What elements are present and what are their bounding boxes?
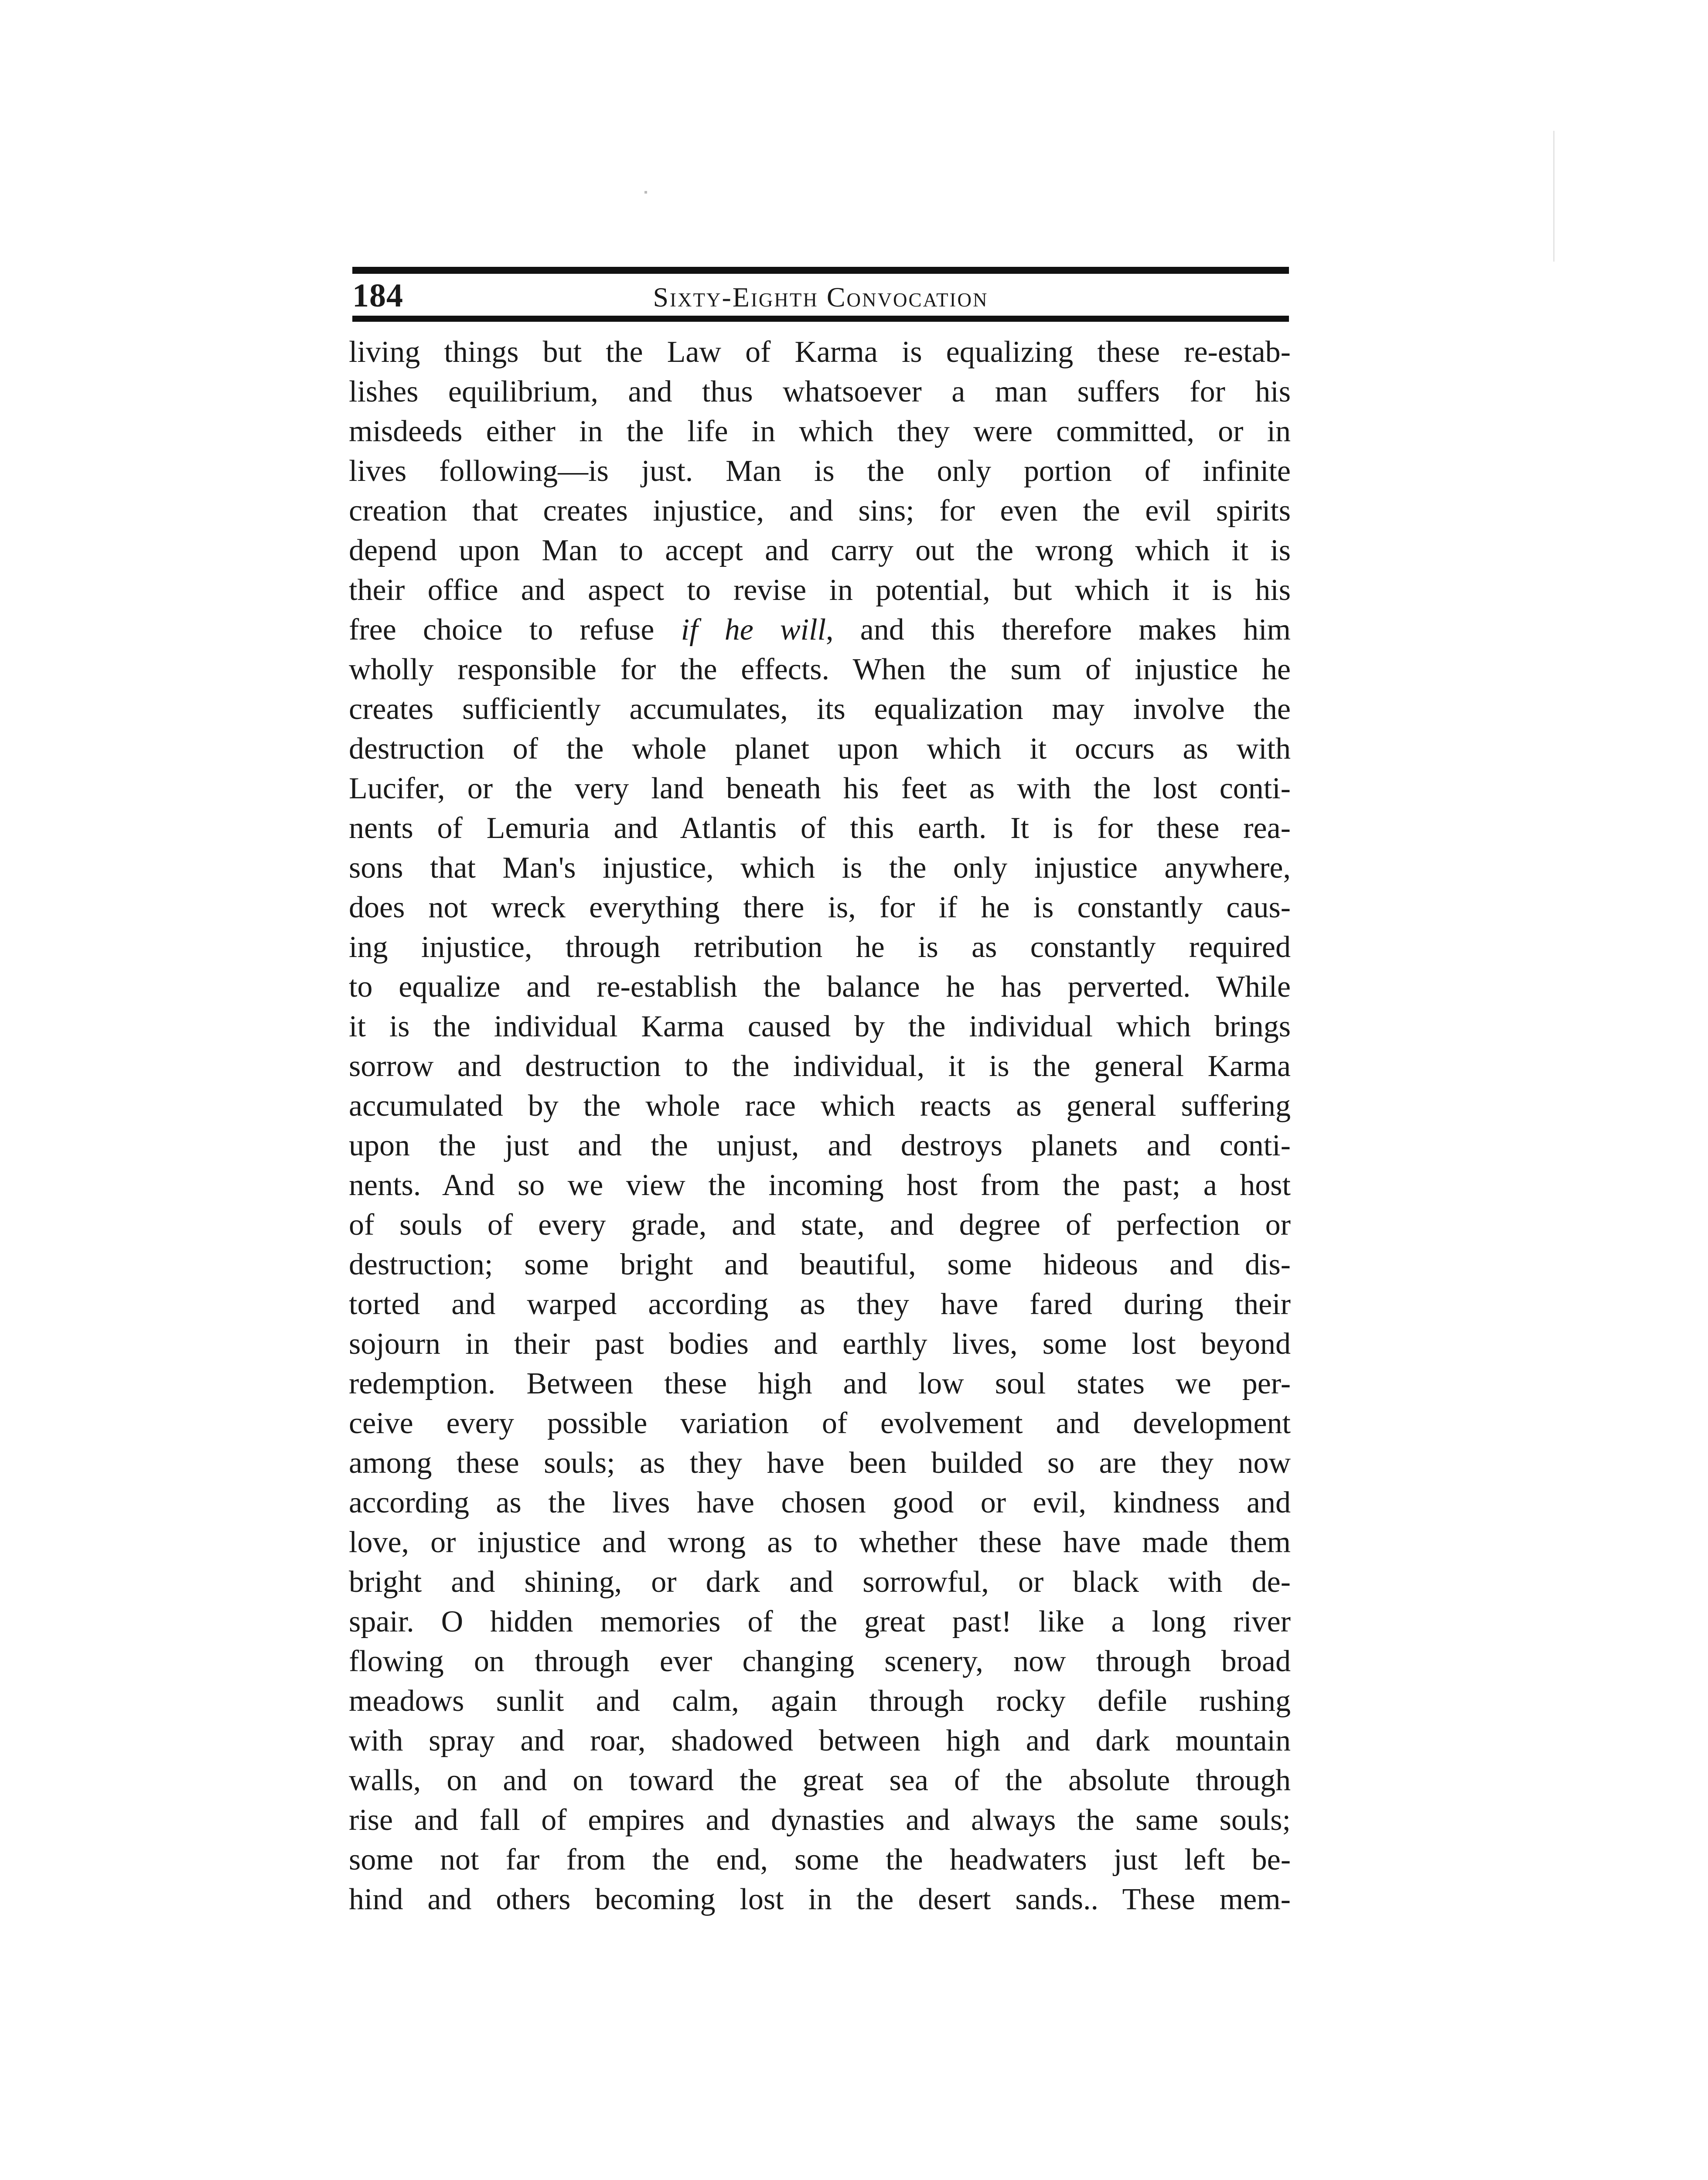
text-line: sons that Man's injustice, which is the only injustice anywhere,: [349, 851, 1291, 885]
text-line: of souls of every grade, and state, and degree of perfection or: [349, 1208, 1291, 1242]
text-line: ing injustice, through retribution he is as constantly required: [349, 930, 1291, 964]
text-line: living things but the Law of Karma is equalizing these re-estab-: [349, 335, 1291, 369]
page-number: 184: [352, 277, 403, 314]
text-line: flowing on through ever changing scenery, now through broad: [349, 1645, 1291, 1678]
text-line: lives following—is just. Man is the only portion of infinite: [349, 454, 1291, 488]
page-header: [352, 267, 1289, 319]
text-line: sojourn in their past bodies and earthly lives, some lost beyond: [349, 1327, 1291, 1361]
text-line: meadows sunlit and calm, again through rocky defile rushing: [349, 1684, 1291, 1718]
text-line: redemption. Between these high and low soul states we per-: [349, 1367, 1291, 1400]
header-top-rule: [352, 267, 1289, 274]
text-line: to equalize and re-establish the balance he has perverted. While: [349, 970, 1291, 1004]
text-line: free choice to refuse if he will, and this therefore makes him: [349, 613, 1291, 647]
text-line: Lucifer, or the very land beneath his feet as with the lost conti-: [349, 772, 1291, 805]
scan-edge-mark: [1553, 131, 1555, 262]
text-line: spair. O hidden memories of the great past! like a long river: [349, 1605, 1291, 1638]
text-line: depend upon Man to accept and carry out the wrong which it is: [349, 534, 1291, 567]
text-line: destruction of the whole planet upon which it occurs as with: [349, 732, 1291, 766]
text-line: sorrow and destruction to the individual, it is the general Karma: [349, 1049, 1291, 1083]
text-line: hind and others becoming lost in the desert sands.. These mem-: [349, 1883, 1291, 1916]
text-line: destruction; some bright and beautiful, some hideous and dis-: [349, 1248, 1291, 1281]
text-line: nents. And so we view the incoming host from the past; a host: [349, 1168, 1291, 1202]
scan-speck: [644, 191, 647, 194]
text-line: it is the individual Karma caused by the individual which brings: [349, 1010, 1291, 1043]
text-line: creation that creates injustice, and sins; for even the evil spirits: [349, 494, 1291, 528]
text-line: some not far from the end, some the headwaters just left be-: [349, 1843, 1291, 1877]
header-bottom-rule: [352, 316, 1289, 322]
text-line: love, or injustice and wrong as to whether these have made them: [349, 1526, 1291, 1559]
text-line: misdeeds either in the life in which they were committed, or in: [349, 415, 1291, 448]
running-head: Sixty-Eighth Convocation: [653, 282, 989, 313]
text-line: does not wreck everything there is, for if he is constantly caus-: [349, 891, 1291, 924]
text-line: torted and warped according as they have fared during their: [349, 1288, 1291, 1321]
text-line: lishes equilibrium, and thus whatsoever a man suffers for his: [349, 375, 1291, 409]
body-text: [349, 332, 1291, 1919]
text-line: their office and aspect to revise in potential, but which it is his: [349, 573, 1291, 607]
text-line: with spray and roar, shadowed between high and dark mountain: [349, 1724, 1291, 1758]
text-line: accumulated by the whole race which reacts as general suffering: [349, 1089, 1291, 1123]
text-line: nents of Lemuria and Atlantis of this earth. It is for these rea-: [349, 811, 1291, 845]
text-line: walls, on and on toward the great sea of the absolute through: [349, 1764, 1291, 1797]
text-line: among these souls; as they have been builded so are they now: [349, 1446, 1291, 1480]
text-line: according as the lives have chosen good or evil, kindness and: [349, 1486, 1291, 1519]
text-line: wholly responsible for the effects. When the sum of injustice he: [349, 653, 1291, 686]
text-line: creates sufficiently accumulates, its equalization may involve the: [349, 692, 1291, 726]
text-line: rise and fall of empires and dynasties and always the same souls;: [349, 1803, 1291, 1837]
text-line: ceive every possible variation of evolvement and development: [349, 1407, 1291, 1440]
text-line: upon the just and the unjust, and destroys planets and conti-: [349, 1129, 1291, 1162]
text-line: bright and shining, or dark and sorrowful, or black with de-: [349, 1565, 1291, 1599]
